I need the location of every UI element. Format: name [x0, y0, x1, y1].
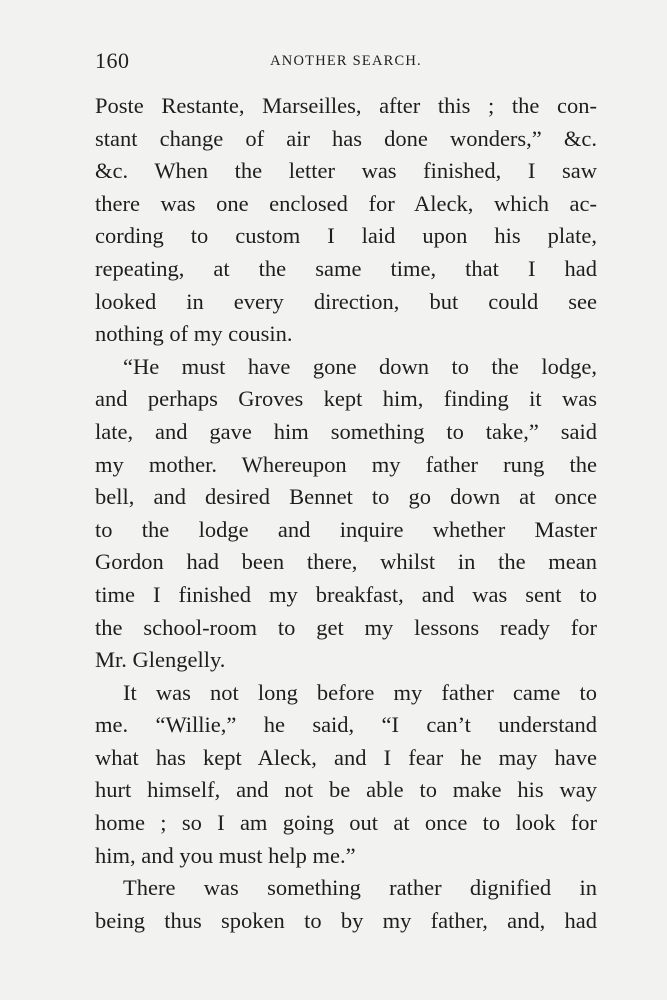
text-line: me. “Willie,” he said, “I can’t understand [95, 712, 597, 738]
text-line: being thus spoken to by my father, and, had [95, 907, 597, 933]
text-line: time I finished my breakfast, and was sent to [95, 581, 597, 607]
text-line: hurt himself, and not be able to make his way [95, 777, 597, 803]
text-line: and perhaps Groves kept him, finding it was [95, 386, 597, 412]
text-line: late, and gave him something to take,” said [95, 418, 597, 444]
text-line: It was not long before my father came to [123, 679, 597, 705]
page-header [95, 48, 597, 76]
text-line: bell, and desired Bennet to go down at once [95, 484, 597, 510]
text-line: nothing of my cousin. [95, 321, 293, 347]
text-line: there was one enclosed for Aleck, which ac- [95, 190, 597, 216]
text-line: him, and you must help me.” [95, 842, 356, 868]
text-line: There was something rather dignified in [123, 875, 597, 901]
text-line: the school-room to get my lessons ready for [95, 614, 597, 640]
text-line: Gordon had been there, whilst in the mean [95, 549, 597, 575]
page-number: 160 [95, 48, 130, 73]
text-line: looked in every direction, but could see [95, 288, 597, 314]
text-line: &c. When the letter was finished, I saw [95, 158, 597, 184]
text-line: home ; so I am going out at once to look for [95, 810, 597, 836]
text-line: my mother. Whereupon my father rung the [95, 451, 597, 477]
text-line: stant change of air has done wonders,” &c. [95, 125, 597, 151]
running-head: ANOTHER SEARCH. [270, 53, 422, 69]
text-line: to the lodge and inquire whether Master [95, 516, 597, 542]
text-line: Mr. Glengelly. [95, 647, 226, 673]
text-line: cording to custom I laid upon his plate, [95, 223, 597, 249]
text-line: what has kept Aleck, and I fear he may have [95, 744, 597, 770]
text-line: repeating, at the same time, that I had [95, 255, 597, 281]
text-line: “He must have gone down to the lodge, [123, 353, 597, 379]
body-text [95, 90, 597, 937]
text-line: Poste Restante, Marseilles, after this ; the con- [95, 93, 597, 118]
